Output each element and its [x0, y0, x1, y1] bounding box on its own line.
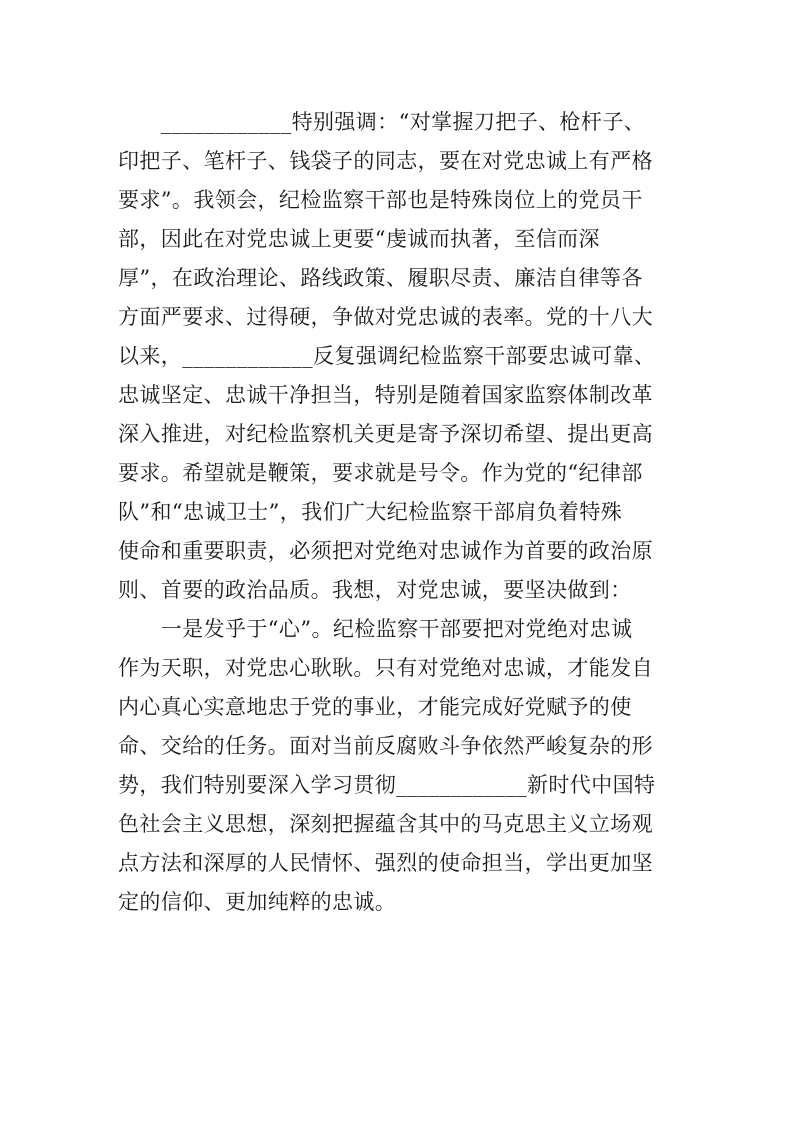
text-line: ____________特别强调：“对掌握刀把子、枪杆子、 — [118, 110, 646, 134]
text-line: 点方法和深厚的人民情怀、强烈的使命担当，学出更加坚 — [118, 851, 653, 875]
text-line: 要求。希望就是鞭策，要求就是号令。作为党的“纪律部 — [118, 461, 643, 485]
text-line: 色社会主义思想，深刻把握蕴含其中的马克思主义立场观 — [118, 812, 653, 836]
text-line: 命、交给的任务。面对当前反腐败斗争依然严峻复杂的形 — [118, 734, 653, 758]
text-line: 方面严要求、过得硬，争做对党忠诚的表率。党的十八大 — [118, 305, 653, 329]
text-line: 内心真心实意地忠于党的事业，才能完成好党赋予的使 — [118, 695, 632, 719]
text-line: 定的信仰、更加纯粹的忠诚。 — [118, 890, 397, 914]
text-line: 忠诚坚定、忠诚干净担当，特别是随着国家监察体制改革 — [118, 383, 653, 407]
text-line: 以来，____________反复强调纪检监察干部要忠诚可靠、 — [118, 344, 656, 368]
text-line: 势，我们特别要深入学习贯彻____________新时代中国特 — [118, 773, 656, 797]
text-line: 队”和“忠诚卫士”，我们广大纪检监察干部肩负着特殊 — [118, 500, 623, 524]
text-line: 要求”。我领会，纪检监察干部也是特殊岗位上的党员干 — [118, 188, 643, 212]
text-line: 印把子、笔杆子、钱袋子的同志，要在对党忠诚上有严格 — [118, 149, 653, 173]
text-line: 部，因此在对党忠诚上更要“虔诚而执著，至信而深 — [118, 227, 600, 251]
text-line: 使命和重要职责，必须把对党绝对忠诚作为首要的政治原 — [118, 539, 653, 563]
text-line: 深入推进，对纪检监察机关更是寄予深切希望、提出更高 — [118, 422, 653, 446]
text-line: 厚”，在政治理论、路线政策、履职尽责、廉洁自律等各 — [118, 266, 643, 290]
text-line: 则、首要的政治品质。我想，对党忠诚，要坚决做到： — [118, 578, 632, 602]
text-line: 一是发乎于“心”。纪检监察干部要把对党绝对忠诚 — [118, 617, 633, 641]
text-line: 作为天职，对党忠心耿耿。只有对党绝对忠诚，才能发自 — [118, 656, 653, 680]
